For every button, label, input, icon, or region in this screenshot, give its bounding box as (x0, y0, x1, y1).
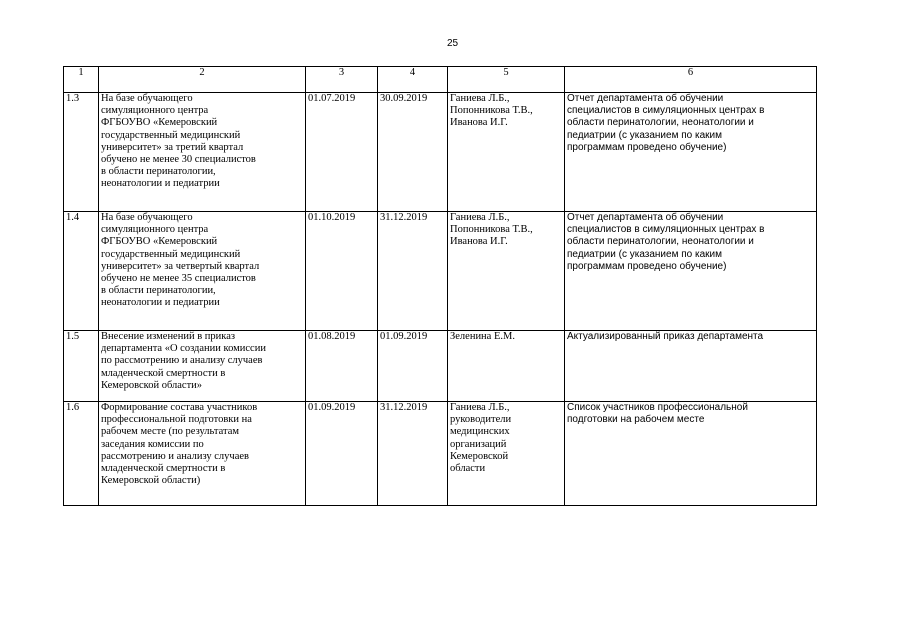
column-header-5: 5 (448, 67, 565, 93)
table-row (64, 93, 817, 212)
expected-result: Отчет департамента об обучении специалистов в симуляционных центрах в области перинатологии, неонатологии и педиатрии (с указанием по каким программам проведено обучение) (565, 93, 817, 212)
table-header-row (64, 67, 817, 93)
column-header-1: 1 (64, 67, 99, 93)
start-date: 01.10.2019 (306, 212, 378, 331)
responsible-persons: Зеленина Е.М. (448, 331, 565, 402)
row-number: 1.3 (64, 93, 99, 212)
column-header-4: 4 (378, 67, 448, 93)
end-date: 30.09.2019 (378, 93, 448, 212)
action-plan-table (63, 66, 817, 506)
end-date: 31.12.2019 (378, 212, 448, 331)
start-date: 01.07.2019 (306, 93, 378, 212)
task-description: На базе обучающего симуляционного центра ФГБОУВО «Кемеровский государственный медицинский университет» за четвертый квартал обучено не менее 35 специалистов в области перинатологии, неонатологии и педиатрии (99, 212, 306, 331)
responsible-persons: Ганиева Л.Б., Попонникова Т.В., Иванова И.Г. (448, 93, 565, 212)
responsible-persons: Ганиева Л.Б., руководители медицинских организаций Кемеровской области (448, 402, 565, 506)
table-row (64, 331, 817, 402)
end-date: 01.09.2019 (378, 331, 448, 402)
responsible-persons: Ганиева Л.Б., Попонникова Т.В., Иванова И.Г. (448, 212, 565, 331)
page-number: 25 (446, 38, 459, 49)
expected-result: Актуализированный приказ департамента (565, 331, 817, 402)
start-date: 01.08.2019 (306, 331, 378, 402)
task-description: Формирование состава участников профессиональной подготовки на рабочем месте (по результатам заседания комиссии по рассмотрению и анализу случаев младенческой смертности в Кемеровской области) (99, 402, 306, 506)
row-number: 1.5 (64, 331, 99, 402)
expected-result: Список участников профессиональной подготовки на рабочем месте (565, 402, 817, 506)
task-description: Внесение изменений в приказ департамента «О создании комиссии по рассмотрению и анализу случаев младенческой смертности в Кемеровской области» (99, 331, 306, 402)
column-header-6: 6 (565, 67, 817, 93)
task-description: На базе обучающего симуляционного центра ФГБОУВО «Кемеровский государственный медицинский университет» за третий квартал обучено не менее 30 специалистов в области перинатологии, неонатологии и педиатрии (99, 93, 306, 212)
column-header-3: 3 (306, 67, 378, 93)
column-header-2: 2 (99, 67, 306, 93)
table-row (64, 402, 817, 506)
table-row (64, 212, 817, 331)
row-number: 1.6 (64, 402, 99, 506)
row-number: 1.4 (64, 212, 99, 331)
start-date: 01.09.2019 (306, 402, 378, 506)
expected-result: Отчет департамента об обучении специалистов в симуляционных центрах в области перинатологии, неонатологии и педиатрии (с указанием по каким программам проведено обучение) (565, 212, 817, 331)
end-date: 31.12.2019 (378, 402, 448, 506)
